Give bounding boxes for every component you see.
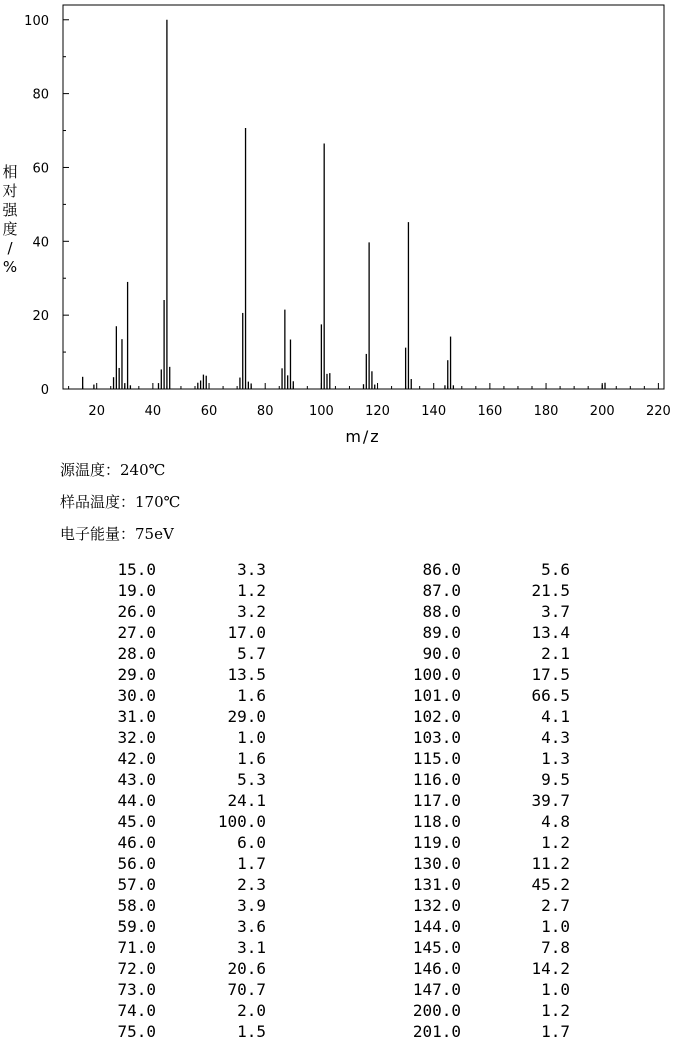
intensity-cell: 17.0 bbox=[227, 623, 266, 642]
intensity-cell: 17.5 bbox=[531, 665, 570, 684]
y-tick-label: 20 bbox=[32, 309, 49, 325]
intensity-cell: 7.8 bbox=[541, 938, 570, 957]
mz-cell: 90.0 bbox=[422, 644, 461, 663]
mz-cell: 28.0 bbox=[117, 644, 156, 663]
x-tick-label: 120 bbox=[365, 404, 390, 419]
mz-cell: 145.0 bbox=[412, 938, 461, 957]
intensity-cell: 20.6 bbox=[227, 959, 266, 978]
mz-cell: 15.0 bbox=[117, 560, 156, 579]
intensity-cell: 5.7 bbox=[237, 644, 266, 663]
intensity-cell: 1.0 bbox=[237, 728, 266, 747]
y-tick-label: 100 bbox=[24, 13, 49, 29]
mz-cell: 32.0 bbox=[117, 728, 156, 747]
y-axis-label-char: 度 bbox=[2, 220, 18, 238]
intensity-cell: 6.0 bbox=[237, 833, 266, 852]
intensity-cell: 1.2 bbox=[237, 581, 266, 600]
mz-cell: 100.0 bbox=[412, 665, 461, 684]
intensity-cell: 4.8 bbox=[541, 812, 570, 831]
intensity-cell: 4.3 bbox=[541, 728, 570, 747]
y-axis bbox=[24, 14, 69, 398]
mz-cell: 72.0 bbox=[117, 959, 156, 978]
intensity-cell: 1.3 bbox=[541, 749, 570, 768]
x-tick-label: 200 bbox=[589, 404, 615, 419]
mz-cell: 29.0 bbox=[117, 665, 156, 684]
intensity-cell: 3.3 bbox=[237, 560, 266, 579]
mz-cell: 89.0 bbox=[422, 623, 461, 642]
mz-cell: 146.0 bbox=[412, 959, 461, 978]
x-tick-label: 60 bbox=[200, 404, 218, 419]
mz-cell: 131.0 bbox=[412, 875, 461, 894]
intensity-cell: 24.1 bbox=[227, 791, 266, 810]
mz-cell: 19.0 bbox=[117, 581, 156, 600]
intensity-cell: 3.6 bbox=[237, 917, 266, 936]
mz-cell: 43.0 bbox=[117, 770, 156, 789]
intensity-cell: 1.6 bbox=[237, 749, 266, 768]
mz-cell: 132.0 bbox=[412, 896, 461, 915]
mz-cell: 118.0 bbox=[412, 812, 461, 831]
y-axis-label bbox=[2, 163, 18, 276]
mz-cell: 57.0 bbox=[117, 875, 156, 894]
mz-cell: 74.0 bbox=[117, 1001, 156, 1020]
mz-cell: 31.0 bbox=[117, 707, 156, 726]
intensity-cell: 2.7 bbox=[541, 896, 570, 915]
intensity-cell: 29.0 bbox=[227, 707, 266, 726]
peak-series bbox=[83, 20, 605, 389]
y-tick-label: 40 bbox=[32, 235, 49, 251]
y-axis-label-char: 强 bbox=[2, 201, 18, 219]
mz-cell: 130.0 bbox=[412, 854, 461, 873]
intensity-cell: 1.6 bbox=[237, 686, 266, 705]
mz-cell: 147.0 bbox=[412, 980, 461, 999]
mz-cell: 71.0 bbox=[117, 938, 156, 957]
mz-cell: 201.0 bbox=[412, 1022, 461, 1041]
mz-cell: 75.0 bbox=[117, 1022, 156, 1041]
sample-temperature: 样品温度：170℃ bbox=[60, 493, 181, 511]
intensity-cell: 1.5 bbox=[237, 1022, 266, 1041]
mz-cell: 200.0 bbox=[412, 1001, 461, 1020]
mz-cell: 56.0 bbox=[117, 854, 156, 873]
mz-cell: 101.0 bbox=[412, 686, 461, 705]
y-tick-label: 80 bbox=[32, 87, 49, 103]
intensity-cell: 3.7 bbox=[541, 602, 570, 621]
x-tick-label: 140 bbox=[421, 404, 447, 419]
intensity-cell: 4.1 bbox=[541, 707, 570, 726]
intensity-cell: 2.3 bbox=[237, 875, 266, 894]
intensity-cell: 2.0 bbox=[237, 1001, 266, 1020]
electron-energy: 电子能量：75eV bbox=[60, 525, 174, 543]
intensity-cell: 1.2 bbox=[541, 833, 570, 852]
mz-cell: 44.0 bbox=[117, 791, 156, 810]
intensity-cell: 1.2 bbox=[541, 1001, 570, 1020]
intensity-cell: 13.4 bbox=[531, 623, 570, 642]
mz-cell: 86.0 bbox=[422, 560, 461, 579]
mz-cell: 30.0 bbox=[117, 686, 156, 705]
y-tick-label: 60 bbox=[32, 161, 49, 177]
intensity-cell: 5.3 bbox=[237, 770, 266, 789]
intensity-cell: 66.5 bbox=[531, 686, 570, 705]
x-tick-label: 180 bbox=[533, 404, 559, 419]
y-axis-label-char: % bbox=[2, 258, 18, 276]
intensity-cell: 3.9 bbox=[237, 896, 266, 915]
intensity-cell: 3.2 bbox=[237, 602, 266, 621]
mz-cell: 27.0 bbox=[117, 623, 156, 642]
x-tick-label: 40 bbox=[144, 404, 162, 419]
mz-cell: 115.0 bbox=[412, 749, 461, 768]
intensity-cell: 2.1 bbox=[541, 644, 570, 663]
y-axis-label-char: / bbox=[7, 239, 13, 257]
mz-cell: 42.0 bbox=[117, 749, 156, 768]
mz-cell: 46.0 bbox=[117, 833, 156, 852]
y-axis-label-char: 相 bbox=[2, 163, 18, 181]
mz-cell: 144.0 bbox=[412, 917, 461, 936]
intensity-cell: 1.7 bbox=[237, 854, 266, 873]
intensity-cell: 5.6 bbox=[541, 560, 570, 579]
intensity-cell: 1.0 bbox=[541, 980, 570, 999]
mz-cell: 59.0 bbox=[117, 917, 156, 936]
intensity-cell: 100.0 bbox=[217, 812, 266, 831]
mass-spectrum-chart bbox=[0, 0, 680, 450]
x-tick-label: 220 bbox=[645, 404, 671, 419]
intensity-cell: 70.7 bbox=[227, 980, 266, 999]
mz-cell: 117.0 bbox=[412, 791, 461, 810]
mz-cell: 87.0 bbox=[422, 581, 461, 600]
intensity-cell: 1.7 bbox=[541, 1022, 570, 1041]
intensity-cell: 45.2 bbox=[531, 875, 570, 894]
mz-cell: 119.0 bbox=[412, 833, 461, 852]
source-temperature: 源温度：240℃ bbox=[60, 461, 166, 479]
mz-cell: 73.0 bbox=[117, 980, 156, 999]
x-tick-label: 80 bbox=[256, 404, 274, 419]
intensity-cell: 11.2 bbox=[531, 854, 570, 873]
mz-cell: 116.0 bbox=[412, 770, 461, 789]
intensity-cell: 14.2 bbox=[531, 959, 570, 978]
intensity-cell: 21.5 bbox=[531, 581, 570, 600]
x-tick-label: 160 bbox=[477, 404, 503, 419]
plot-frame bbox=[63, 5, 664, 389]
mz-cell: 26.0 bbox=[117, 602, 156, 621]
peak-table bbox=[0, 560, 680, 1040]
mz-cell: 45.0 bbox=[117, 812, 156, 831]
intensity-cell: 39.7 bbox=[531, 791, 570, 810]
x-tick-label: 20 bbox=[88, 404, 105, 419]
mz-cell: 58.0 bbox=[117, 896, 156, 915]
mz-cell: 103.0 bbox=[412, 728, 461, 747]
intensity-cell: 13.5 bbox=[227, 665, 266, 684]
x-tick-label: 100 bbox=[308, 404, 334, 419]
intensity-cell: 3.1 bbox=[237, 938, 266, 957]
y-axis-label-char: 对 bbox=[2, 182, 18, 200]
intensity-cell: 1.0 bbox=[541, 917, 570, 936]
x-axis-label: m/z bbox=[345, 427, 381, 446]
intensity-cell: 9.5 bbox=[541, 770, 570, 789]
mz-cell: 88.0 bbox=[422, 602, 461, 621]
y-tick-label: 0 bbox=[40, 383, 49, 398]
mz-cell: 102.0 bbox=[412, 707, 461, 726]
